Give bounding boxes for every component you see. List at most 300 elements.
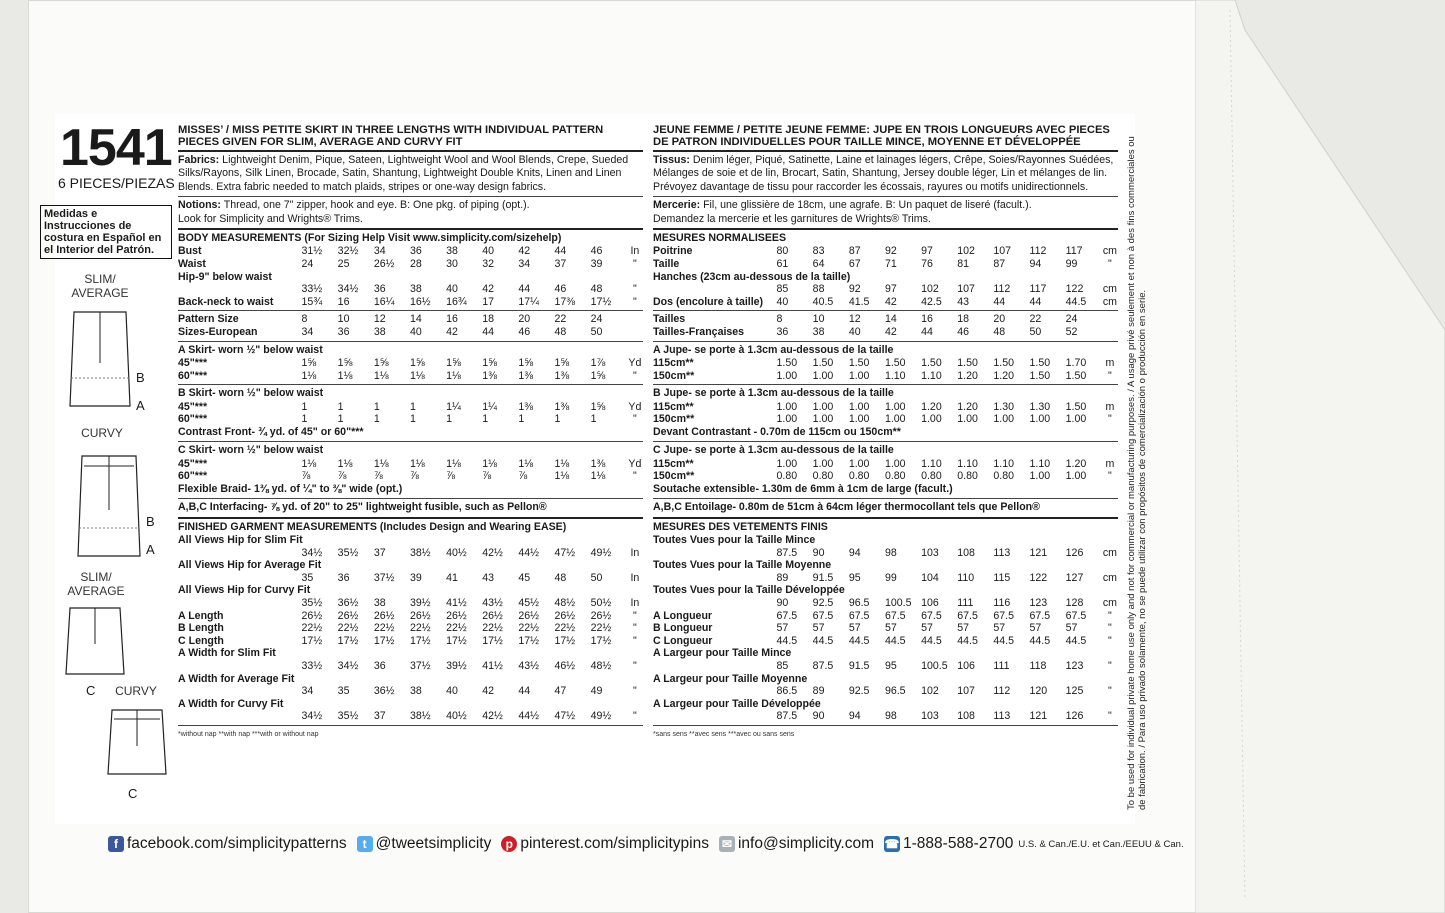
cell-value: 49½ <box>590 546 612 559</box>
twitter-icon: t <box>357 836 373 852</box>
cell-value: 40 <box>446 283 458 296</box>
cell-unit <box>627 326 643 339</box>
cell-value: 97 <box>921 245 933 258</box>
table-row <box>653 685 1118 698</box>
view-letter-b-curvy: B <box>146 514 155 529</box>
b-jupe-table <box>653 401 1118 426</box>
cell-value: 1⅛ <box>337 457 353 470</box>
cell-value: 40 <box>409 326 422 338</box>
cell-value: 44 <box>518 685 531 698</box>
cell-value: 41½ <box>482 659 503 672</box>
devant-contrastant: Devant Contrastant - 0.70m de 115cm ou 150cm** <box>653 425 901 438</box>
view-label-curvy: CURVY <box>81 426 123 440</box>
cell-value: 20 <box>993 313 1006 326</box>
cell-value: 26½ <box>301 609 323 622</box>
cell-value: 67.5 <box>993 609 1014 622</box>
cell-value: 17½ <box>554 634 576 647</box>
cell-value: 22 <box>554 313 567 326</box>
row-label: Back-neck to waist <box>178 295 274 308</box>
cell-value: 0.80 <box>993 470 1014 483</box>
cell-value: 103 <box>921 546 939 559</box>
cell-value: 36 <box>373 659 386 672</box>
cell-value: 1⅜ <box>554 369 570 382</box>
cell-value: 98 <box>884 710 897 723</box>
cell-value: 1.00 <box>776 457 798 470</box>
soutache: Soutache extensible- 1.30m de 6mm à 1cm de large (facult.) <box>653 482 953 495</box>
cell-value: 67.5 <box>812 609 834 622</box>
cell-value: 1⅝ <box>409 357 425 369</box>
cell-value: 89 <box>776 571 789 584</box>
cell-value: 1.00 <box>1065 470 1087 483</box>
cell-value: 1.00 <box>848 413 870 426</box>
cell-value: 17½ <box>446 634 467 647</box>
row-label: Taille <box>653 258 680 271</box>
cell-value: 1.10 <box>957 457 978 470</box>
cell-unit: In <box>630 245 640 258</box>
cell-value: 1.20 <box>993 369 1014 382</box>
cell-value: 35½ <box>301 596 323 609</box>
b-skirt-yardage-table <box>178 401 643 426</box>
row-label <box>178 283 302 296</box>
cell-value: 1.30 <box>993 400 1014 413</box>
cell-value: 1 <box>446 413 452 426</box>
cell-value: 106 <box>921 596 939 609</box>
divider <box>653 310 1118 311</box>
cell-value: 49 <box>590 685 603 698</box>
cell-value: 123 <box>1065 659 1084 672</box>
cell-unit: In <box>630 596 640 609</box>
cell-unit: " <box>633 470 637 483</box>
cell-value: 1.10 <box>884 369 906 382</box>
cell-value: 92.5 <box>812 596 834 609</box>
row-label: A Width for Average Fit <box>178 672 295 685</box>
cell-value: 48½ <box>554 596 576 609</box>
cell-unit <box>1102 326 1118 339</box>
cell-value: 1.30 <box>1029 400 1051 413</box>
cell-value: 30 <box>446 258 458 271</box>
cell-value: 1.50 <box>1029 357 1051 369</box>
cell-value: 107 <box>957 283 975 296</box>
mesures-title: MESURES NORMALISEES <box>653 232 787 245</box>
cell-value: 17½ <box>301 634 323 647</box>
cell-value: 67.5 <box>884 609 906 622</box>
cell-value: 1.20 <box>921 400 942 413</box>
cell-unit: Yd <box>628 357 642 369</box>
cell-value: 88 <box>812 283 825 296</box>
row-label <box>653 660 777 673</box>
cell-value: 48½ <box>590 659 612 672</box>
cell-value: 47 <box>554 685 567 698</box>
cell-value: 112 <box>1029 245 1047 258</box>
cell-value: 1.50 <box>1065 369 1087 382</box>
cell-value: 1.00 <box>848 457 870 470</box>
cell-value: 1.00 <box>1029 470 1051 483</box>
cell-value: 1⅝ <box>446 357 461 369</box>
cell-value: 1.20 <box>957 369 978 382</box>
row-label <box>653 710 777 723</box>
facebook-link[interactable]: facebook.com/simplicitypatterns <box>127 835 347 852</box>
row-label: Toutes Vues pour la Taille Moyenne <box>653 559 832 572</box>
cell-value: 44.5 <box>812 634 834 647</box>
mercerie-text: Fil, une glissière de 18cm, une agrafe. B: Un paquet de liseré (facult.). <box>703 199 1032 212</box>
table-row <box>653 258 1118 271</box>
cell-value: 1⅝ <box>337 357 353 369</box>
cell-value: 57 <box>1029 622 1042 635</box>
cell-value: 1.10 <box>1029 457 1051 470</box>
view-letter-c: C <box>86 683 96 698</box>
notions-trims: Look for Simplicity and Wrights® Trims. <box>178 212 363 225</box>
cell-value: 1 <box>482 413 489 426</box>
cell-value: 17¼ <box>518 295 539 308</box>
cell-value: 22½ <box>446 622 467 635</box>
cell-value: 94 <box>848 710 861 723</box>
c-skirt-yardage-table <box>178 458 643 483</box>
c-jupe-title: C Jupe- se porte à 1.3cm au-dessous de la taille <box>653 444 894 457</box>
cell-value: 1.00 <box>848 400 870 413</box>
cell-value: 25 <box>337 258 350 271</box>
table-row <box>653 635 1118 648</box>
cell-value: 111 <box>993 659 1010 672</box>
divider <box>653 725 1118 726</box>
cell-value: 1.10 <box>993 457 1014 470</box>
table-row <box>178 458 643 471</box>
cell-value: 1 <box>590 413 597 426</box>
cell-value: 48 <box>993 326 1006 338</box>
row-label <box>178 660 302 673</box>
c-skirt-title: C Skirt- worn ½" below waist <box>178 444 324 457</box>
cell-unit: " <box>633 622 637 635</box>
french-column <box>653 124 1118 741</box>
divider <box>653 498 1118 499</box>
cell-unit: " <box>1108 413 1112 426</box>
cell-value: 118 <box>1029 659 1047 672</box>
cell-value: 39½ <box>409 596 431 609</box>
cell-value: 1⅝ <box>301 357 317 369</box>
cell-value: 44.5 <box>1065 634 1087 647</box>
cell-value: 36 <box>337 571 350 584</box>
cell-value: 10 <box>812 313 825 326</box>
cell-value: 18 <box>482 313 495 326</box>
cell-value: 17½ <box>337 634 359 647</box>
cell-value: 106 <box>957 659 975 672</box>
cell-value: 94 <box>848 546 861 559</box>
table-row <box>653 370 1118 383</box>
row-label: A Largeur pour Taille Mince <box>653 647 792 660</box>
cell-value: 1.10 <box>921 369 942 382</box>
cell-value: 1¼ <box>446 400 461 413</box>
row-label: A Largeur pour Taille Moyenne <box>653 672 808 685</box>
cell-value: 41 <box>446 571 458 584</box>
cell-value: 43 <box>957 295 970 308</box>
table-row <box>178 357 643 370</box>
cell-value: 45½ <box>518 596 539 609</box>
table-row <box>653 572 1118 585</box>
cell-value: 16 <box>921 313 933 326</box>
cell-value: 36½ <box>337 596 359 609</box>
cell-value: 50½ <box>590 596 612 609</box>
table-row <box>178 710 643 723</box>
cell-value: 1⅞ <box>590 357 606 369</box>
table-row <box>653 710 1118 723</box>
divider <box>178 517 643 519</box>
cell-value: 1.00 <box>776 369 798 382</box>
cell-value: 1⅛ <box>337 369 353 382</box>
cell-value: 48 <box>554 571 567 584</box>
row-label: A Largeur pour Taille Développée <box>653 697 821 710</box>
cell-value: 92 <box>848 283 861 296</box>
cell-unit: " <box>633 413 637 426</box>
cell-value: 35 <box>301 571 314 584</box>
table-row <box>653 458 1118 471</box>
view-letter-c-curvy: C <box>128 786 138 801</box>
cell-value: 17½ <box>373 634 395 647</box>
cell-value: 38½ <box>409 710 431 723</box>
cell-value: ⅞ <box>482 470 492 483</box>
cell-value: 40.5 <box>812 295 834 308</box>
cell-value: 1⅛ <box>482 457 497 470</box>
row-label: Hanches (23cm au-dessous de la taille) <box>653 270 851 283</box>
cell-value: 110 <box>957 571 975 584</box>
cell-value: 90 <box>812 710 825 723</box>
cell-value: 44½ <box>518 710 539 723</box>
pinterest-icon: p <box>501 836 517 852</box>
cell-value: 76 <box>921 258 933 271</box>
cell-unit: " <box>1108 369 1112 382</box>
cell-value: 14 <box>409 313 422 326</box>
cell-value: 22 <box>1029 313 1042 326</box>
row-label <box>653 283 777 296</box>
row-label: 45"*** <box>178 457 208 470</box>
cell-value: 26½ <box>590 609 612 622</box>
cell-value: 1.00 <box>776 413 798 426</box>
cell-unit: " <box>1108 622 1112 635</box>
cell-value: 1⅜ <box>590 457 606 470</box>
cell-value: 1 <box>518 413 525 426</box>
cell-unit: Yd <box>628 457 642 470</box>
cell-value: 43½ <box>518 659 539 672</box>
cell-value: 108 <box>957 710 975 723</box>
cell-unit: cm <box>1102 295 1117 308</box>
cell-value: 1⅝ <box>518 357 534 369</box>
phone-icon: ☎ <box>884 837 900 851</box>
cell-value: 102 <box>921 685 939 698</box>
cell-value: 24 <box>1065 313 1078 326</box>
finis-title: MESURES DES VETEMENTS FINIS <box>653 520 828 533</box>
cell-value: 32 <box>482 258 495 271</box>
cell-unit: " <box>1108 710 1112 723</box>
table-row <box>653 296 1118 309</box>
cell-value: 102 <box>957 245 975 258</box>
cell-value: 86.5 <box>776 685 798 698</box>
cell-value: 17½ <box>590 295 612 308</box>
nap-footnote: *without nap **with nap ***with or without nap <box>178 730 319 738</box>
cell-unit <box>1102 313 1118 326</box>
row-label: Bust <box>178 245 202 258</box>
body-measurements-table <box>178 245 643 308</box>
cell-value: 71 <box>884 258 897 271</box>
cell-value: 35½ <box>337 710 359 723</box>
cell-value: 37½ <box>373 571 395 584</box>
cell-value: 22½ <box>337 622 359 635</box>
row-label: 150cm** <box>653 413 695 426</box>
row-label: A Longueur <box>653 609 713 622</box>
divider <box>178 441 643 442</box>
cell-unit: " <box>633 634 637 647</box>
cell-value: 67.5 <box>776 609 798 622</box>
table-row <box>178 547 643 560</box>
cell-value: 85 <box>776 283 789 296</box>
cell-value: 67.5 <box>1065 609 1087 622</box>
cell-value: 17½ <box>518 634 539 647</box>
cell-value: 16 <box>337 295 350 308</box>
view-label-slim-average-c: SLIM/ AVERAGE <box>67 570 125 598</box>
cell-value: 95 <box>884 659 897 672</box>
cell-value: 0.80 <box>921 470 942 483</box>
cell-value: 42 <box>446 326 458 338</box>
cell-value: 34½ <box>337 283 359 296</box>
cell-value: 99 <box>884 571 897 584</box>
table-row <box>653 698 1118 711</box>
cell-value: 44.5 <box>921 634 942 647</box>
table-row <box>178 283 643 296</box>
cell-value: 91.5 <box>812 571 834 584</box>
cell-value: 96.5 <box>848 596 870 609</box>
cell-value: 35½ <box>337 546 359 559</box>
cell-value: 44.5 <box>776 634 798 647</box>
table-row <box>653 245 1118 258</box>
cell-value: 43 <box>482 571 495 584</box>
cell-value: 98 <box>884 546 897 559</box>
cell-value: 17 <box>482 295 495 308</box>
cell-value: 113 <box>993 710 1011 723</box>
cell-value: 85 <box>776 659 789 672</box>
cell-unit: m <box>1105 457 1115 470</box>
cell-value: 1 <box>373 400 380 413</box>
cell-value: 117 <box>1065 245 1083 258</box>
cell-unit: " <box>633 685 637 698</box>
cell-value: 92 <box>884 245 897 258</box>
cell-value: 1.50 <box>957 357 978 369</box>
cell-value: 115 <box>993 571 1011 584</box>
cell-value: 17½ <box>409 634 431 647</box>
table-row <box>178 559 643 572</box>
cell-unit: cm <box>1102 245 1117 258</box>
cell-value: 1.00 <box>812 369 834 382</box>
cell-value: 31½ <box>301 245 323 258</box>
facebook-icon: f <box>108 836 124 852</box>
cell-value: 81 <box>957 258 970 271</box>
cell-value: 1.00 <box>884 413 906 426</box>
cell-value: 50 <box>1029 326 1042 338</box>
table-row <box>178 326 643 339</box>
row-label: Dos (encolure à taille) <box>653 295 764 308</box>
cell-value: 44 <box>993 295 1006 308</box>
cell-value: 1.00 <box>848 369 870 382</box>
cell-value: 22½ <box>554 622 576 635</box>
cell-value: 44.5 <box>884 634 906 647</box>
cell-value: 8 <box>301 313 308 326</box>
cell-value: 1⅜ <box>482 369 497 382</box>
pinterest-link[interactable]: pinterest.com/simplicitypins <box>520 835 709 852</box>
row-label <box>653 597 777 610</box>
cell-value: 1.00 <box>993 413 1014 426</box>
cell-value: 1⅛ <box>301 457 317 470</box>
phone-number[interactable]: 1-888-588-2700 <box>903 835 1014 852</box>
cell-value: 44½ <box>518 546 539 559</box>
divider <box>653 384 1118 385</box>
row-label: B Longueur <box>653 622 713 635</box>
cell-value: 40 <box>482 245 495 258</box>
cell-value: 112 <box>993 685 1011 698</box>
cell-unit: " <box>633 609 637 622</box>
divider <box>653 228 1118 230</box>
fabrics-label: Fabrics: <box>178 154 220 166</box>
cell-value: 46 <box>518 326 531 338</box>
cell-value: 36 <box>337 326 350 338</box>
cell-value: 46 <box>554 283 567 296</box>
table-row <box>653 559 1118 572</box>
cell-unit: " <box>1108 258 1112 271</box>
email-link[interactable]: info@simplicity.com <box>737 835 875 852</box>
row-label: 115cm** <box>653 357 694 369</box>
cell-value: 26½ <box>409 609 431 622</box>
cell-value: 28 <box>409 258 422 271</box>
twitter-link[interactable]: @tweetsimplicity <box>375 835 492 852</box>
table-row <box>178 470 643 483</box>
cell-value: 42.5 <box>921 295 942 308</box>
cell-value: 41.5 <box>848 295 870 308</box>
interfacing: A,B,C Interfacing- ⅞ yd. of 20" to 25" lightweight fusible, such as Pellon® <box>178 501 547 514</box>
cell-value: 39½ <box>446 659 467 672</box>
cell-value: 1.50 <box>884 357 906 369</box>
cell-value: 67.5 <box>848 609 870 622</box>
cell-value: 34½ <box>301 710 323 723</box>
cell-value: 1⅝ <box>373 357 389 369</box>
english-column <box>178 124 643 741</box>
flexible-braid: Flexible Braid- 1⅜ yd. of ¼" to ⅜" wide (opt.) <box>178 482 403 495</box>
mail-icon: ✉ <box>719 836 735 852</box>
cell-value: 97 <box>884 283 897 296</box>
cell-value: 44 <box>1029 295 1042 308</box>
cell-value: 57 <box>993 622 1006 635</box>
cell-value: 34½ <box>301 546 323 559</box>
table-row <box>653 470 1118 483</box>
divider <box>653 341 1118 342</box>
entoilage: A,B,C Entoilage- 0.80m de 51cm à 64cm léger thermocollant tels que Pellon® <box>653 501 1040 514</box>
cell-value: 44 <box>554 245 567 258</box>
cell-value: 1.00 <box>812 457 834 470</box>
row-label: Sizes-European <box>178 326 258 338</box>
cell-value: 87.5 <box>776 546 798 559</box>
cell-value: 67.5 <box>1029 609 1051 622</box>
cell-value: ⅞ <box>337 470 347 483</box>
divider <box>178 725 643 726</box>
table-row <box>653 534 1118 547</box>
skirt-sketch-curvy-ab <box>76 452 142 560</box>
cell-value: 108 <box>957 546 975 559</box>
cell-value: 1.00 <box>776 400 798 413</box>
cell-value: 1.50 <box>776 357 798 369</box>
cell-value: 1 <box>409 400 416 413</box>
cell-value: 80 <box>776 245 789 258</box>
table-row <box>653 357 1118 370</box>
cell-value: 87 <box>993 258 1006 271</box>
table-row <box>653 673 1118 686</box>
divider <box>178 498 643 499</box>
row-label: All Views Hip for Average Fit <box>178 559 322 572</box>
row-label: 115cm** <box>653 457 694 470</box>
row-label: Hip-9" below waist <box>178 270 272 283</box>
